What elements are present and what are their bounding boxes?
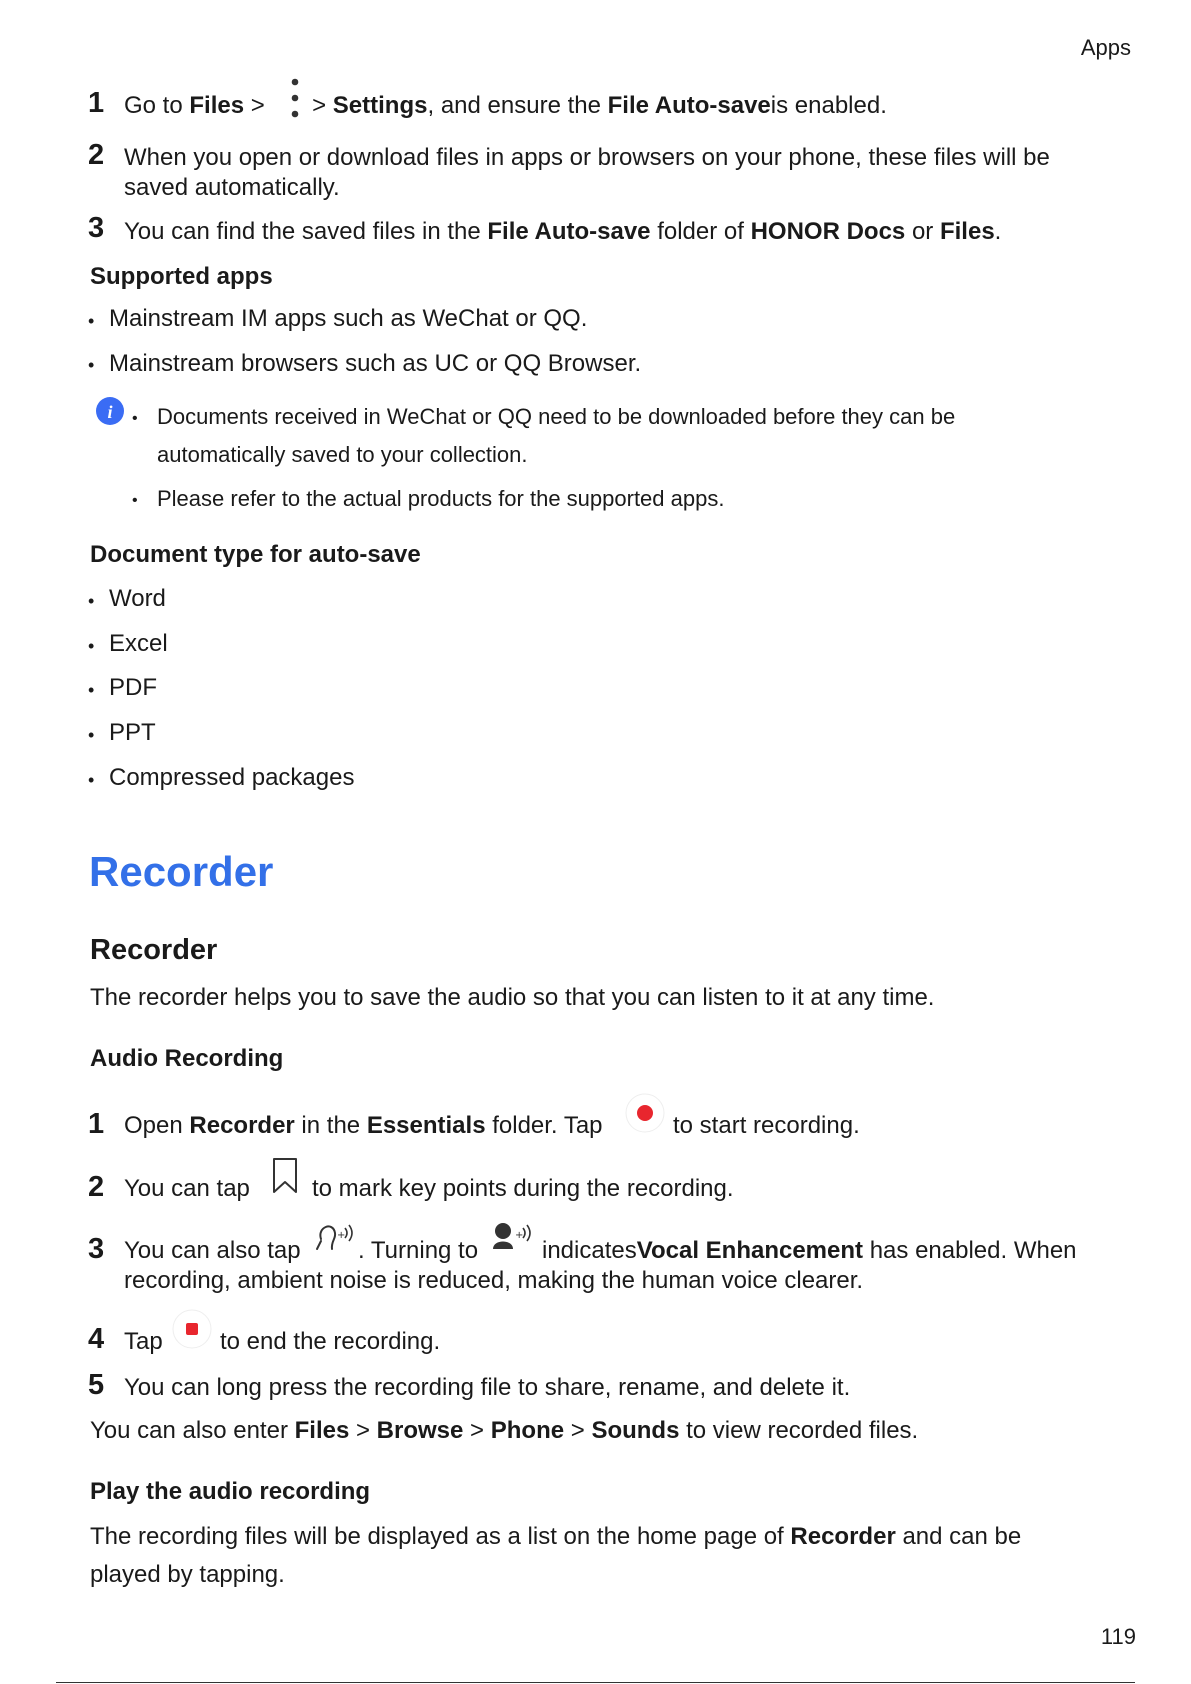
also-enter-text: You can also enter Files > Browse > Phone > Sounds to view recorded files. — [90, 1417, 919, 1444]
step-text: You can long press the recording file to share, rename, and delete it. — [124, 1374, 851, 1401]
step-text-after: to start recording. — [673, 1112, 860, 1139]
step-number: 1 — [88, 87, 105, 119]
step-text: Tap — [124, 1328, 163, 1355]
vocal-enhancement-on-icon — [489, 1219, 535, 1257]
step-number: 2 — [88, 139, 105, 171]
page-number: 119 — [1100, 1624, 1136, 1649]
step-text-line: When you open or download files in apps or browsers on your phone, these files will be — [124, 144, 1050, 171]
list-item: PPT — [109, 719, 156, 746]
chapter-title: Recorder — [89, 848, 274, 895]
step-text-after: to end the recording. — [220, 1328, 441, 1355]
play-text-line: The recording files will be displayed as a list on the home page of Recorder and can be — [90, 1523, 1022, 1550]
list-item: Mainstream IM apps such as WeChat or QQ. — [109, 305, 588, 332]
step-number: 2 — [88, 1171, 105, 1203]
step-number: 4 — [88, 1323, 105, 1355]
doctype-heading: Document type for auto-save — [90, 541, 421, 568]
section-title: Recorder — [90, 934, 218, 966]
list-item: Excel — [109, 630, 168, 657]
bullet: • — [88, 680, 95, 700]
list-item: PDF — [109, 674, 157, 701]
svg-text:+: + — [337, 1230, 346, 1241]
audio-recording-heading: Audio Recording — [90, 1045, 284, 1072]
stop-button-icon — [172, 1309, 212, 1349]
step-text-line: recording, ambient noise is reduced, making the human voice clearer. — [124, 1267, 864, 1294]
step-text: You can also tap — [124, 1237, 301, 1264]
bullet: • — [88, 591, 95, 611]
intro-text: The recorder helps you to save the audio so that you can listen to it at any time. — [90, 984, 935, 1011]
note-line: automatically saved to your collection. — [157, 442, 528, 467]
bullet: • — [88, 355, 95, 375]
list-item: Word — [109, 585, 166, 612]
step-text: You can tap — [124, 1175, 250, 1202]
footer-rule — [56, 1682, 1135, 1683]
bullet: • — [88, 725, 95, 745]
bullet: • — [132, 410, 138, 427]
note-line: Please refer to the actual products for the supported apps. — [157, 486, 725, 511]
info-icon — [96, 397, 124, 425]
header-section-label: Apps — [1080, 35, 1131, 60]
list-item: Compressed packages — [109, 764, 355, 791]
play-text-line: played by tapping. — [90, 1561, 285, 1588]
step-text-line: saved automatically. — [124, 174, 340, 201]
svg-text:+: + — [515, 1230, 524, 1241]
bookmark-icon — [271, 1157, 299, 1195]
svg-text:i: i — [107, 402, 113, 422]
step-text: You can find the saved files in the File Auto-save folder of HONOR Docs or Files. — [124, 218, 1002, 245]
step-number: 3 — [88, 212, 105, 244]
bullet: • — [88, 311, 95, 331]
supported-apps-heading: Supported apps — [90, 263, 273, 290]
step-text-mid: . Turning to — [358, 1237, 479, 1264]
step-text-rest: indicatesVocal Enhancement has enabled. When — [542, 1237, 1077, 1264]
step-text: Open Recorder in the Essentials folder. Tap — [124, 1112, 603, 1139]
bullet: • — [88, 770, 95, 790]
list-item: Mainstream browsers such as UC or QQ Browser. — [109, 350, 642, 377]
note-line: Documents received in WeChat or QQ need to be downloaded before they can be — [157, 404, 956, 429]
step-number: 1 — [88, 1108, 105, 1140]
vocal-enhancement-off-icon — [311, 1219, 357, 1257]
more-vertical-icon — [289, 76, 301, 120]
bullet: • — [132, 492, 138, 509]
step-text-after: to mark key points during the recording. — [312, 1175, 734, 1202]
bullet: • — [88, 636, 95, 656]
step-number: 3 — [88, 1233, 105, 1265]
play-recording-heading: Play the audio recording — [90, 1478, 371, 1505]
step-number: 5 — [88, 1369, 105, 1401]
record-button-icon — [625, 1093, 665, 1133]
step-text: Go to Files > > Settings, and ensure the File Auto-saveis enabled. — [124, 92, 887, 119]
